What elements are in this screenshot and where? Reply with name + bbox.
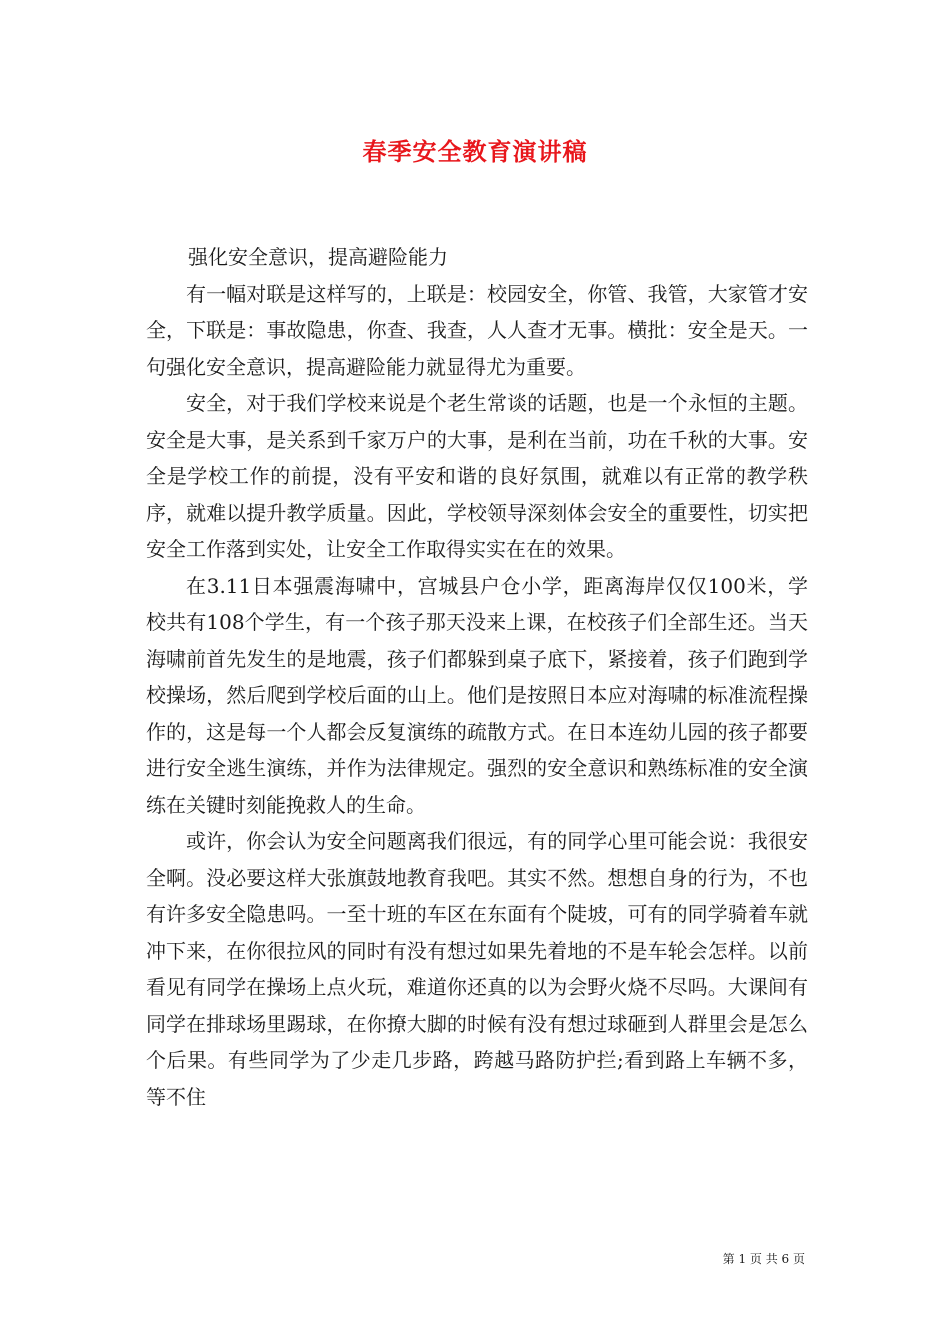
paragraph-3: 在3.11日本强震海啸中，宫城县户仓小学，距离海岸仅仅100米，学校共有108个学生，有一个孩子那天没来上课，在校孩子们全部生还。当天海啸前首先发生的是地震，孩子们都躲到桌子底下，紧接着，孩子们跑到学校操场，然后爬到学校后面的山上。他们是按照日本应对海啸的标准流程操作的，这是每一个人都会反复演练的疏散方式。在日本连幼儿园的孩子都要进行安全逃生演练，并作为法律规定。强烈的安全意识和熟练标准的安全演练在关键时刻能挽救人的生命。	[146, 573, 808, 817]
document-body	[146, 239, 808, 1115]
paragraph-1: 有一幅对联是这样写的，上联是：校园安全，你管、我管，大家管才安全，下联是：事故隐患，你查、我查，人人查才无事。横批：安全是天。一句强化安全意识，提高避险能力就显得尤为重要。	[146, 281, 808, 379]
page-number: 第 1 页 共 6 页	[722, 1252, 805, 1266]
document-title: 春季安全教育演讲稿	[362, 137, 588, 166]
subheading: 强化安全意识，提高避险能力	[188, 245, 448, 269]
paragraph-4: 或许，你会认为安全问题离我们很远，有的同学心里可能会说：我很安全啊。没必要这样大张旗鼓地教育我吧。其实不然。想想自身的行为，不也有许多安全隐患吗。一至十班的车区在东面有个陡坡，可有的同学骑着车就冲下来，在你很拉风的同时有没有想过如果先着地的不是车轮会怎样。以前看见有同学在操场上点火玩，难道你还真的以为会野火烧不尽吗。大课间有同学在排球场里踢球，在你撩大脚的时候有没有想过球砸到人群里会是怎么个后果。有些同学为了少走几步路，跨越马路防护拦;看到路上车辆不多，等不住	[146, 829, 808, 1109]
paragraph-2: 安全，对于我们学校来说是个老生常谈的话题，也是一个永恒的主题。安全是大事，是关系到千家万户的大事，是利在当前，功在千秋的大事。安全是学校工作的前提，没有平安和谐的良好氛围，就难以有正常的教学秩序，就难以提升教学质量。因此，学校领导深刻体会安全的重要性，切实把安全工作落到实处，让安全工作取得实实在在的效果。	[146, 391, 808, 561]
